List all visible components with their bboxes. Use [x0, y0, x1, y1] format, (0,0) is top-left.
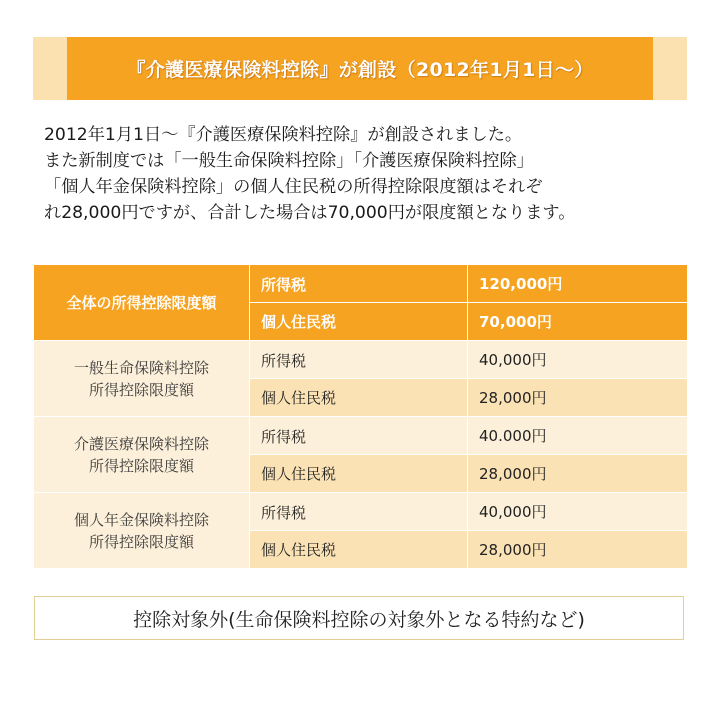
table-row — [34, 417, 688, 455]
tax-type-label: 個人住民税 — [261, 541, 337, 559]
amount-value: 28,000円 — [479, 541, 547, 559]
total-limit-label: 全体の所得控除限度額 — [34, 265, 250, 341]
tax-type-cell — [250, 417, 468, 455]
tax-type-label: 個人住民税 — [261, 465, 337, 483]
group-label-line: 一般生命保険料控除 — [73, 359, 209, 377]
tax-type-label: 所得税 — [261, 504, 307, 522]
page-title: 『介護医療保険料控除』が創設（2012年1月1日〜） — [126, 59, 594, 81]
amount-value: 28,000円 — [479, 465, 547, 483]
amount-value: 40,000円 — [479, 503, 547, 521]
amount-cell — [468, 379, 688, 417]
amount-cell — [468, 455, 688, 493]
amount-value: 40,000円 — [479, 351, 547, 369]
group-label-nursing-medical — [34, 417, 250, 493]
tax-type-label: 個人住民税 — [261, 313, 337, 331]
group-label-general-life — [34, 341, 250, 417]
excluded-note-box — [34, 596, 684, 640]
amount-value: 70,000円 — [479, 313, 552, 331]
intro-line: また新制度では「一般生命保険料控除」「介護医療保険料控除」 — [44, 151, 534, 171]
intro-paragraph — [44, 122, 684, 226]
tax-type-label: 所得税 — [261, 276, 307, 294]
tax-type-cell — [250, 493, 468, 531]
table-row — [34, 493, 688, 531]
title-banner — [33, 37, 687, 100]
table-header-row — [34, 265, 688, 303]
excluded-note-text: 控除対象外(生命保険料控除の対象外となる特約など) — [133, 608, 585, 631]
intro-line: 「個人年金保険料控除」の個人住民税の所得控除限度額はそれぞ — [44, 177, 543, 197]
tax-type-cell — [250, 455, 468, 493]
amount-value: 40.000円 — [479, 427, 547, 445]
amount-cell — [468, 341, 688, 379]
tax-type-label: 所得税 — [261, 428, 307, 446]
group-label-line: 所得控除限度額 — [88, 533, 194, 551]
title-banner-bar — [67, 37, 653, 100]
tax-type-cell — [250, 531, 468, 569]
table-row — [34, 341, 688, 379]
group-label-line: 所得控除限度額 — [88, 457, 194, 475]
amount-cell — [468, 417, 688, 455]
tax-type-label: 所得税 — [261, 352, 307, 370]
tax-type-cell — [250, 379, 468, 417]
amount-value: 120,000円 — [479, 275, 563, 293]
tax-type-label: 個人住民税 — [261, 389, 337, 407]
tax-type-cell — [250, 265, 468, 303]
tax-type-cell — [250, 303, 468, 341]
group-label-line: 介護医療保険料控除 — [73, 435, 209, 453]
group-label-individual-annuity — [34, 493, 250, 569]
amount-cell — [468, 303, 688, 341]
intro-line: れ28,000円ですが、合計した場合は70,000円が限度額となります。 — [44, 203, 576, 223]
intro-line: 2012年1月1日〜『介護医療保険料控除』が創設されました。 — [44, 125, 523, 145]
amount-cell — [468, 493, 688, 531]
group-label-line: 所得控除限度額 — [88, 381, 194, 399]
amount-value: 28,000円 — [479, 389, 547, 407]
group-label-line: 個人年金保険料控除 — [73, 511, 209, 529]
amount-cell — [468, 265, 688, 303]
tax-type-cell — [250, 341, 468, 379]
amount-cell — [468, 531, 688, 569]
deduction-limit-table — [33, 264, 688, 569]
